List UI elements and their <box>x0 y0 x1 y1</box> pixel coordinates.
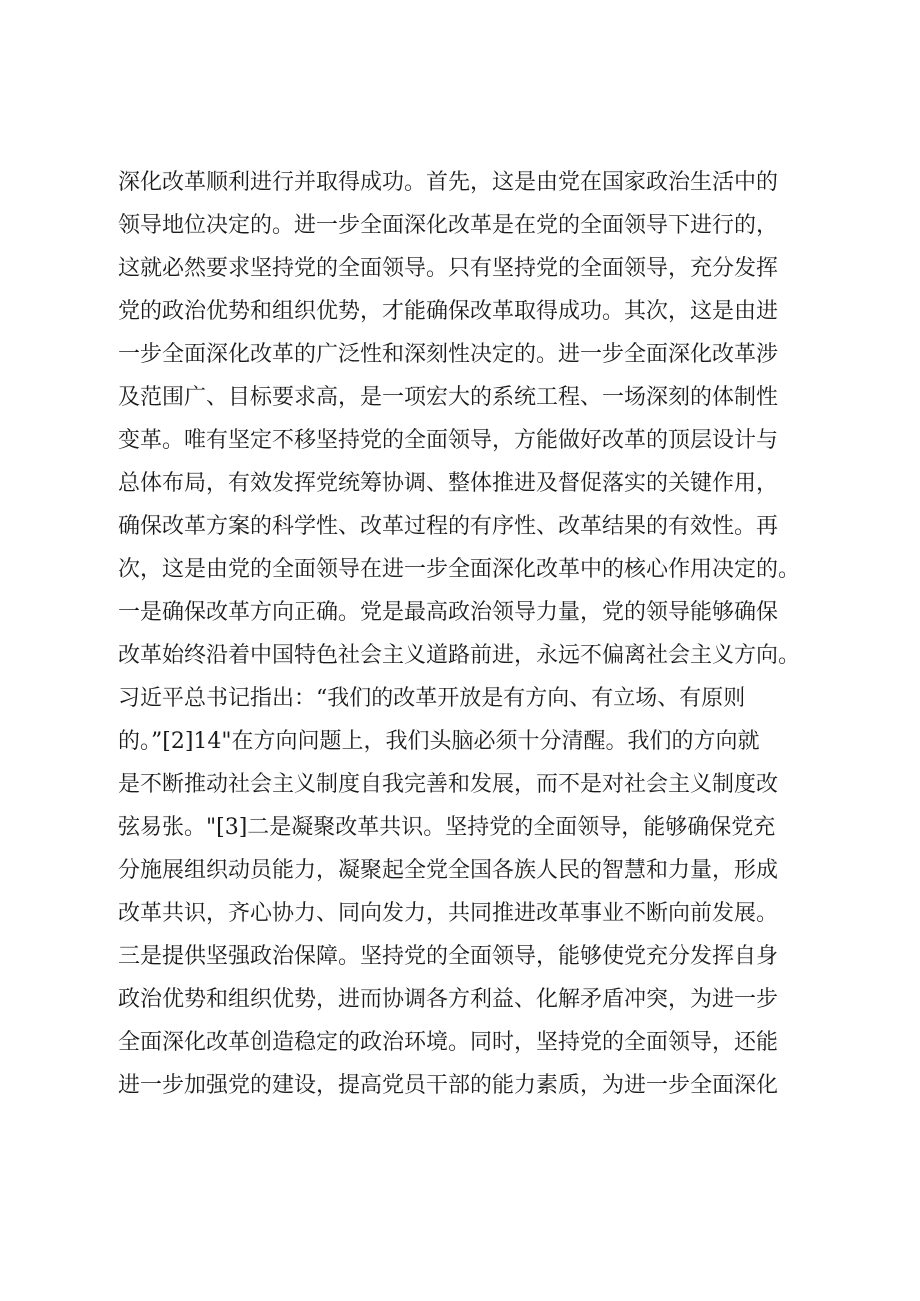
text-line: 这就必然要求坚持党的全面领导。只有坚持党的全面领导，充分发挥 <box>118 256 779 281</box>
text-line: 是不断推动社会主义制度自我完善和发展，而不是对社会主义制度改 <box>118 772 779 797</box>
text-line: 进一步加强党的建设，提高党员干部的能力素质，为进一步全面深化 <box>118 1073 779 1098</box>
text-line: 领导地位决定的。进一步全面深化改革是在党的全面领导下进行的， <box>118 213 779 238</box>
text-line: 全面深化改革创造稳定的政治环境。同时，坚持党的全面领导，还能 <box>118 1030 779 1055</box>
body-paragraph <box>118 161 828 1107</box>
text-line: 变革。唯有坚定不移坚持党的全面领导，方能做好改革的顶层设计与 <box>118 428 779 453</box>
text-line: 一是确保改革方向正确。党是最高政治领导力量，党的领导能够确保 <box>118 600 779 625</box>
text-line: 三是提供坚强政治保障。坚持党的全面领导，能够使党充分发挥自身 <box>118 944 779 969</box>
text-line: 改革始终沿着中国特色社会主义道路前进，永远不偏离社会主义方向。 <box>118 643 801 668</box>
text-line: 及范围广、目标要求高，是一项宏大的系统工程、一场深刻的体制性 <box>118 385 779 410</box>
text-line: 分施展组织动员能力，凝聚起全党全国各族人民的智慧和力量，形成 <box>118 858 779 883</box>
text-line: 次，这是由党的全面领导在进一步全面深化改革中的核心作用决定的。 <box>118 557 801 582</box>
text-line: 的。”[2]14"在方向问题上，我们头脑必须十分清醒。我们的方向就 <box>118 729 760 754</box>
text-line: 弦易张。"[3]二是凝聚改革共识。坚持党的全面领导，能够确保党充 <box>118 815 776 840</box>
text-line: 改革共识，齐心协力、同向发力，共同推进改革事业不断向前发展。 <box>118 901 779 926</box>
text-line: 确保改革方案的科学性、改革过程的有序性、改革结果的有效性。再 <box>118 514 779 539</box>
text-line: 总体布局，有效发挥党统筹协调、整体推进及督促落实的关键作用， <box>118 471 779 496</box>
text-line: 深化改革顺利进行并取得成功。首先，这是由党在国家政治生活中的 <box>118 170 779 195</box>
text-line: 党的政治优势和组织优势，才能确保改革取得成功。其次，这是由进 <box>118 299 779 324</box>
text-line: 一步全面深化改革的广泛性和深刻性决定的。进一步全面深化改革涉 <box>118 342 779 367</box>
text-line: 习近平总书记指出：“我们的改革开放是有方向、有立场、有原则 <box>118 686 746 711</box>
text-line: 政治优势和组织优势，进而协调各方利益、化解矛盾冲突，为进一步 <box>118 987 779 1012</box>
